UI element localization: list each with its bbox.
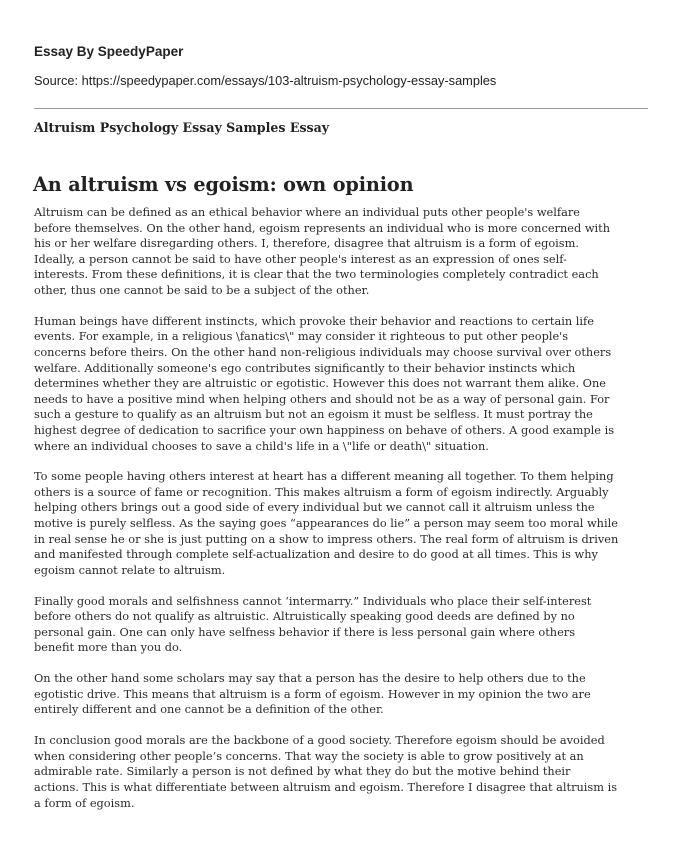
paragraph-line: others is a source of fame or recognition. This makes altruism a form of egoism indirectly. Arguably xyxy=(34,484,609,499)
header-divider xyxy=(34,108,648,109)
paragraph-line: determines whether they are altruistic or egotistic. However this does not warrant them alike. One xyxy=(34,376,607,391)
paragraph-line: before others do not qualify as altruistic. Altruistically speaking good deeds are defined by no xyxy=(34,609,575,624)
essay-title: Altruism Psychology Essay Samples Essay xyxy=(34,120,330,135)
brand-label: Essay By SpeedyPaper xyxy=(34,44,184,59)
essay-body xyxy=(34,205,664,826)
paragraph-line: where an individual chooses to save a child's life in a \"life or death\" situation. xyxy=(34,438,489,453)
paragraph xyxy=(34,594,664,656)
paragraph-line: other, thus one cannot be said to be a subject of the other. xyxy=(34,282,370,297)
paragraph-line: benefit more than you do. xyxy=(34,640,183,655)
paragraph xyxy=(34,733,664,811)
paragraph-line: his or her welfare disregarding others. I, therefore, disagree that altruism is a form of egoism. xyxy=(34,236,579,251)
paragraph-line: before themselves. On the other hand, egoism represents an individual who is more concerned with xyxy=(34,220,611,235)
paragraph-line: actions. This is what differentiate between altruism and egoism. Therefore I disagree that altruism is xyxy=(34,779,618,794)
paragraph-line: entirely different and one cannot be a definition of the other. xyxy=(34,702,384,717)
essay-heading: An altruism vs egoism: own opinion xyxy=(33,173,414,196)
paragraph-line: concerns before theirs. On the other hand non-religious individuals may choose survival over others xyxy=(34,344,612,359)
paragraph-line: interests. From these definitions, it is clear that the two terminologies completely contradict each xyxy=(34,267,599,282)
paragraph xyxy=(34,671,664,718)
paragraph-line: such a gesture to qualify as an altruism but not an egoism it must be selfless. It must portray the xyxy=(34,407,593,422)
paragraph-line: welfare. Additionally someone's ego contributes significantly to their behavior instincts which xyxy=(34,360,576,375)
paragraph-line: a form of egoism. xyxy=(34,795,135,810)
paragraph-line: egotistic drive. This means that altruism is a form of egoism. However in my opinion the two are xyxy=(34,686,591,701)
paragraph-line: highest degree of dedication to sacrifice your own happiness on behave of others. A good example is xyxy=(34,422,615,437)
paragraph-line: Ideally, a person cannot be said to have other people's interest as an expression of ones self- xyxy=(34,251,567,266)
paragraph-line: in real sense he or she is just putting on a show to impress others. The real form of altruism is driven xyxy=(34,531,619,546)
source-line: Source: https://speedypaper.com/essays/103-altruism-psychology-essay-samples xyxy=(34,73,497,88)
paragraph-line: personal gain. One can only have selfness behavior if there is less personal gain where others xyxy=(34,624,576,639)
paragraph-line: when considering other people’s concerns. That way the society is able to grow positively at an xyxy=(34,748,584,763)
paragraph-line: events. For example, in a religious \fanatics\" may consider it righteous to put other people's xyxy=(34,329,569,344)
paragraph-line: To some people having others interest at heart has a different meaning all together. To them helping xyxy=(34,469,614,484)
paragraph-line: On the other hand some scholars may say that a person has the desire to help others due to the xyxy=(34,671,586,686)
paragraph-line: motive is purely selfless. As the saying goes “appearances do lie” a person may seem too moral while xyxy=(34,516,618,531)
paragraph-line: Altruism can be defined as an ethical behavior where an individual puts other people's welfare xyxy=(34,205,580,219)
paragraph-line: helping others brings out a good side of every individual but we cannot call it altruism unless the xyxy=(34,500,595,515)
paragraph-line: In conclusion good morals are the backbone of a good society. Therefore egoism should be avoided xyxy=(34,733,605,748)
paragraph-line: Finally good morals and selfishness cannot ‘intermarry.” Individuals who place their self-interest xyxy=(34,593,592,608)
paragraph xyxy=(34,314,664,454)
paragraph-line: needs to have a positive mind when helping others and should not be as a way of personal gain. For xyxy=(34,391,610,406)
paragraph xyxy=(34,205,664,299)
paragraph xyxy=(34,469,664,578)
paragraph-line: and manifested through complete self-actualization and desire to do good at all times. This is why xyxy=(34,547,598,562)
paragraph-line: admirable rate. Similarly a person is not defined by what they do but the motive behind their xyxy=(34,764,571,779)
paragraph-line: Human beings have different instincts, which provoke their behavior and reactions to certain life xyxy=(34,313,594,328)
paragraph-line: egoism cannot relate to altruism. xyxy=(34,562,226,577)
